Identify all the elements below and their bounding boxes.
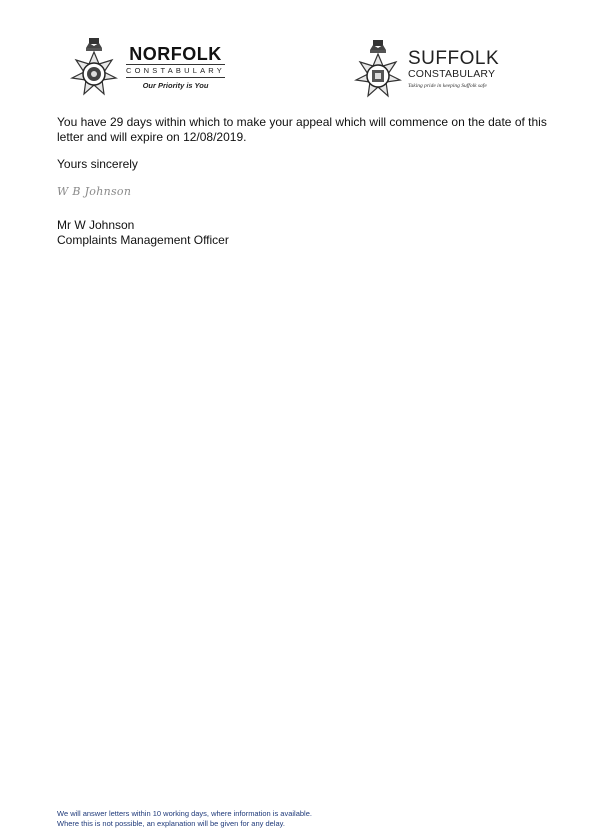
suffolk-police-badge-icon [354,38,402,100]
norfolk-police-badge-icon [68,36,120,98]
norfolk-tagline: Our Priority is You [142,81,209,90]
norfolk-subtitle: CONSTABULARY [126,64,225,78]
suffolk-name: SUFFOLK [408,48,500,69]
suffolk-tagline: Taking pride in keeping Suffolk safe [408,83,487,89]
footer-notice [57,809,312,829]
signature: W B Johnson [57,185,132,198]
suffolk-subtitle: CONSTABULARY [408,68,496,80]
suffolk-constabulary-logo [354,38,499,100]
footer-line-1: We will answer letters within 10 working days, where information is available. [57,809,312,818]
signatory-title: Complaints Management Officer [57,233,229,247]
letter-closing: Yours sincerely [57,157,138,171]
appeal-paragraph: You have 29 days within which to make your appeal which will commence on the date of this letter and will expire on 12/08/2019. [57,115,547,144]
signatory-name: Mr W Johnson [57,218,135,232]
norfolk-name: NORFOLK [129,44,222,64]
footer-line-2: Where this is not possible, an explanation will be given for any delay. [57,819,285,828]
norfolk-constabulary-logo [68,36,225,98]
